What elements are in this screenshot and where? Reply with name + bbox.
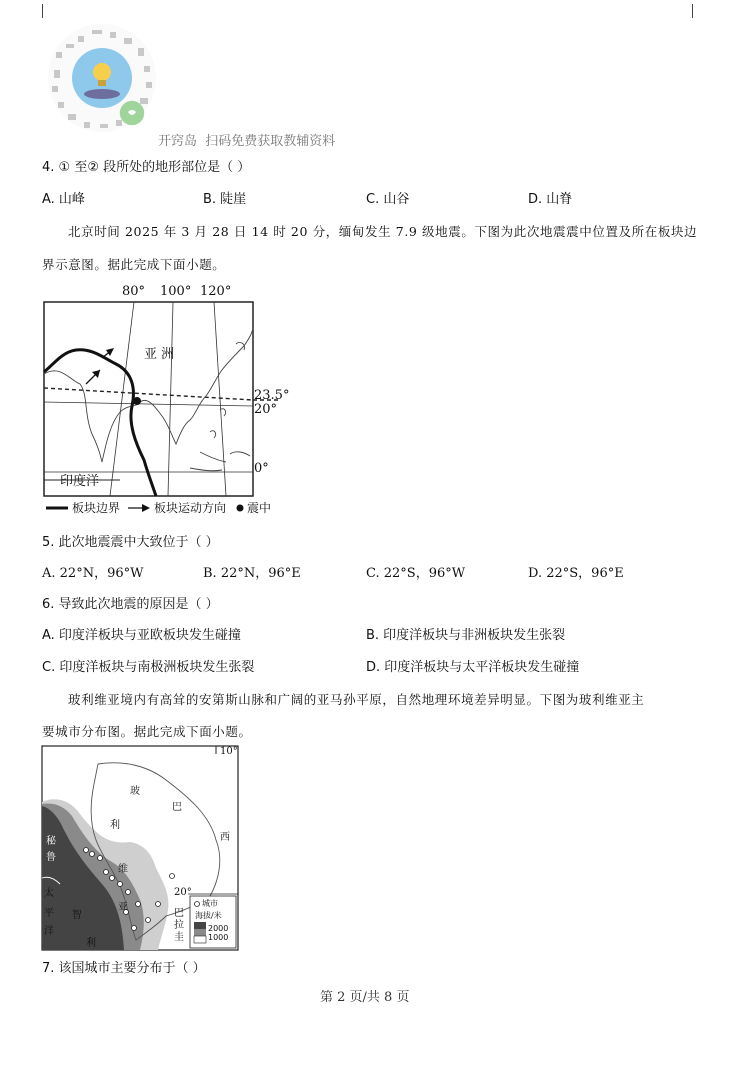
- legend-city: 城市: [202, 899, 218, 908]
- page-number: 第 2 页/共 8 页: [320, 990, 410, 1005]
- watermark-text: 扫码免费获取教辅资料: [205, 134, 336, 149]
- country-paraguay-char-3: 圭: [174, 932, 184, 943]
- country-paraguay-char-2: 拉: [174, 920, 184, 931]
- q4-option-d: D. 山脊: [528, 192, 573, 207]
- ocean-pacific-char-2: 平: [44, 908, 54, 919]
- region-label-asia: 亚 洲: [144, 347, 175, 362]
- country-chile-char-2: 利: [86, 938, 96, 949]
- intro-2-line-2: 要城市分布图。据此完成下面小题。: [42, 724, 252, 739]
- watermark-brand: 开窍岛: [158, 134, 198, 149]
- q6-option-a: A. 印度洋板块与亚欧板块发生碰撞: [42, 628, 241, 643]
- corner-mark-right: [692, 4, 693, 18]
- legend-epicenter: 震中: [247, 501, 272, 515]
- corner-mark-left: [42, 4, 43, 18]
- q4-option-a: A. 山峰: [42, 192, 85, 207]
- country-peru-char-1: 秘: [46, 836, 56, 847]
- question-6-stem: 6. 导致此次地震的原因是（ ）: [42, 597, 219, 612]
- q4-option-b: B. 陡崖: [203, 192, 247, 207]
- q5-option-b: B. 22°N，96°E: [203, 566, 301, 581]
- q6-option-b: B. 印度洋板块与非洲板块发生张裂: [366, 628, 566, 643]
- watermark-caption: [158, 134, 335, 150]
- q5-option-c: C. 22°S，96°W: [366, 566, 466, 581]
- country-brazil-char-2: 西: [220, 832, 230, 843]
- legend-level-2000: 2000: [208, 924, 229, 933]
- lat-label-20: 20°: [254, 402, 278, 417]
- q5-option-a: A. 22°N，96°W: [42, 566, 144, 581]
- country-bolivia-char-4: 亚: [118, 902, 128, 913]
- country-paraguay-char-1: 巴: [174, 908, 184, 919]
- question-7-stem: 7. 该国城市主要分布于（ ）: [42, 961, 206, 976]
- country-brazil-char-1: 巴: [172, 802, 182, 813]
- ocean-pacific-char-1: 太: [44, 888, 54, 899]
- legend-elevation: 海拔/米: [195, 911, 222, 920]
- lon-label-120: 120°: [200, 284, 232, 299]
- lat-label-20-map2: 20°: [174, 887, 192, 898]
- bolivia-city-map: [40, 744, 250, 952]
- legend-plate-boundary: 板块边界: [72, 501, 121, 515]
- ocean-label-indian: 印度洋: [60, 474, 100, 489]
- q6-option-c: C. 印度洋板块与南极洲板块发生张裂: [42, 660, 255, 675]
- intro-1-line-1: 北京时间 2025 年 3 月 28 日 14 时 20 分，缅甸发生 7.9 级地震。下图为此次地震震中位置及所在板块边: [68, 224, 698, 239]
- country-bolivia-char-3: 维: [118, 864, 128, 875]
- legend-level-1000: 1000: [208, 933, 229, 942]
- country-chile-char-1: 智: [72, 910, 82, 921]
- plate-boundary-map: [40, 284, 310, 520]
- q4-option-c: C. 山谷: [366, 192, 410, 207]
- lat-label-23-5: 23.5°: [254, 388, 290, 403]
- ocean-pacific-char-3: 洋: [44, 926, 54, 937]
- question-5-stem: 5. 此次地震震中大致位于（ ）: [42, 535, 219, 550]
- q5-option-d: D. 22°S，96°E: [528, 566, 624, 581]
- qr-code-image: [44, 22, 160, 134]
- q6-option-d: D. 印度洋板块与太平洋板块发生碰撞: [366, 660, 580, 675]
- lon-label-100: 100°: [160, 284, 192, 299]
- lat-label-10: 10°: [220, 746, 238, 757]
- question-4-stem: 4. ① 至② 段所处的地形部位是（ ）: [42, 160, 251, 175]
- country-peru-char-2: 鲁: [46, 852, 56, 863]
- country-bolivia-char-1: 玻: [130, 786, 140, 797]
- legend-plate-motion: 板块运动方向: [154, 501, 227, 515]
- intro-2-line-1: 玻利维亚境内有高耸的安第斯山脉和广阔的亚马孙平原，自然地理环境差异明显。下图为玻利维亚主: [68, 692, 645, 707]
- lon-label-80: 80°: [122, 284, 146, 299]
- lat-label-0: 0°: [254, 461, 269, 476]
- intro-1-line-2: 界示意图。据此完成下面小题。: [42, 257, 226, 272]
- country-bolivia-char-2: 利: [110, 820, 120, 831]
